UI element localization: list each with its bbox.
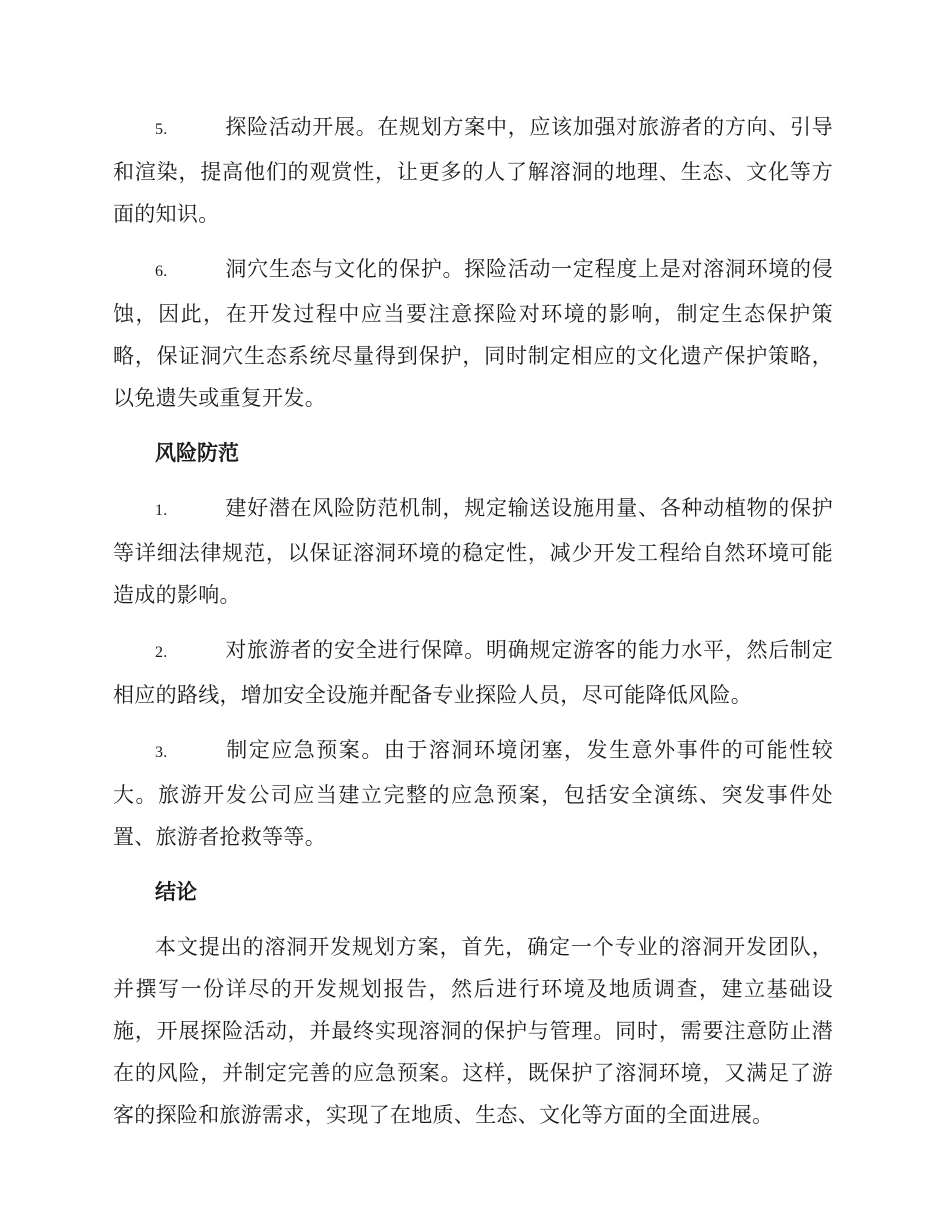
list-number: 5. (155, 121, 168, 138)
list-item-5 (113, 106, 833, 235)
document-page (113, 106, 833, 1149)
conclusion-paragraph: 本文提出的溶洞开发规划方案，首先，确定一个专业的溶洞开发团队，并撰写一份详尽的开发规划报告，然后进行环境及地质调查，建立基础设施，开展探险活动，并最终实现溶洞的保护与管理。同时，需要注意防止潜在的风险，并制定完善的应急预案。这样，既保护了溶洞环境，又满足了游客的探险和旅游需求，实现了在地质、生态、文化等方面的全面进展。 (113, 935, 833, 1127)
list-number: 2. (155, 644, 168, 661)
list-item-text: 洞穴生态与文化的保护。探险活动一定程度上是对溶洞环境的侵蚀，因此，在开发过程中应当要注意探险对环境的影响，制定生态保护策略，保证洞穴生态系统尽量得到保护，同时制定相应的文化遗产保护策略，以免遗失或重复开发。 (113, 257, 833, 410)
list-item-text: 探险活动开展。在规划方案中，应该加强对旅游者的方向、引导和渲染，提高他们的观赏性，让更多的人了解溶洞的地理、生态、文化等方面的知识。 (113, 115, 833, 226)
list-number: 6. (155, 263, 168, 280)
list-item-6 (113, 248, 833, 419)
section-heading-risk: 风险防范 (155, 441, 239, 465)
list-item-text: 建好潜在风险防范机制，规定输送设施用量、各种动植物的保护等详细法律规范，以保证溶洞环境的稳定性，减少开发工程给自然环境可能造成的影响。 (113, 496, 833, 607)
list-item-1 (113, 487, 833, 616)
list-item-text: 制定应急预案。由于溶洞环境闭塞，发生意外事件的可能性较大。旅游开发公司应当建立完整的应急预案，包括安全演练、突发事件处置、旅游者抢救等等。 (113, 738, 833, 849)
list-item-text: 对旅游者的安全进行保障。明确规定游客的能力水平，然后制定相应的路线，增加安全设施并配备专业探险人员，尽可能降低风险。 (113, 638, 833, 707)
list-item-3 (113, 729, 833, 858)
list-number: 1. (155, 502, 168, 519)
list-item-2 (113, 629, 833, 716)
list-number: 3. (155, 744, 168, 761)
section-heading-conclusion: 结论 (155, 880, 197, 904)
